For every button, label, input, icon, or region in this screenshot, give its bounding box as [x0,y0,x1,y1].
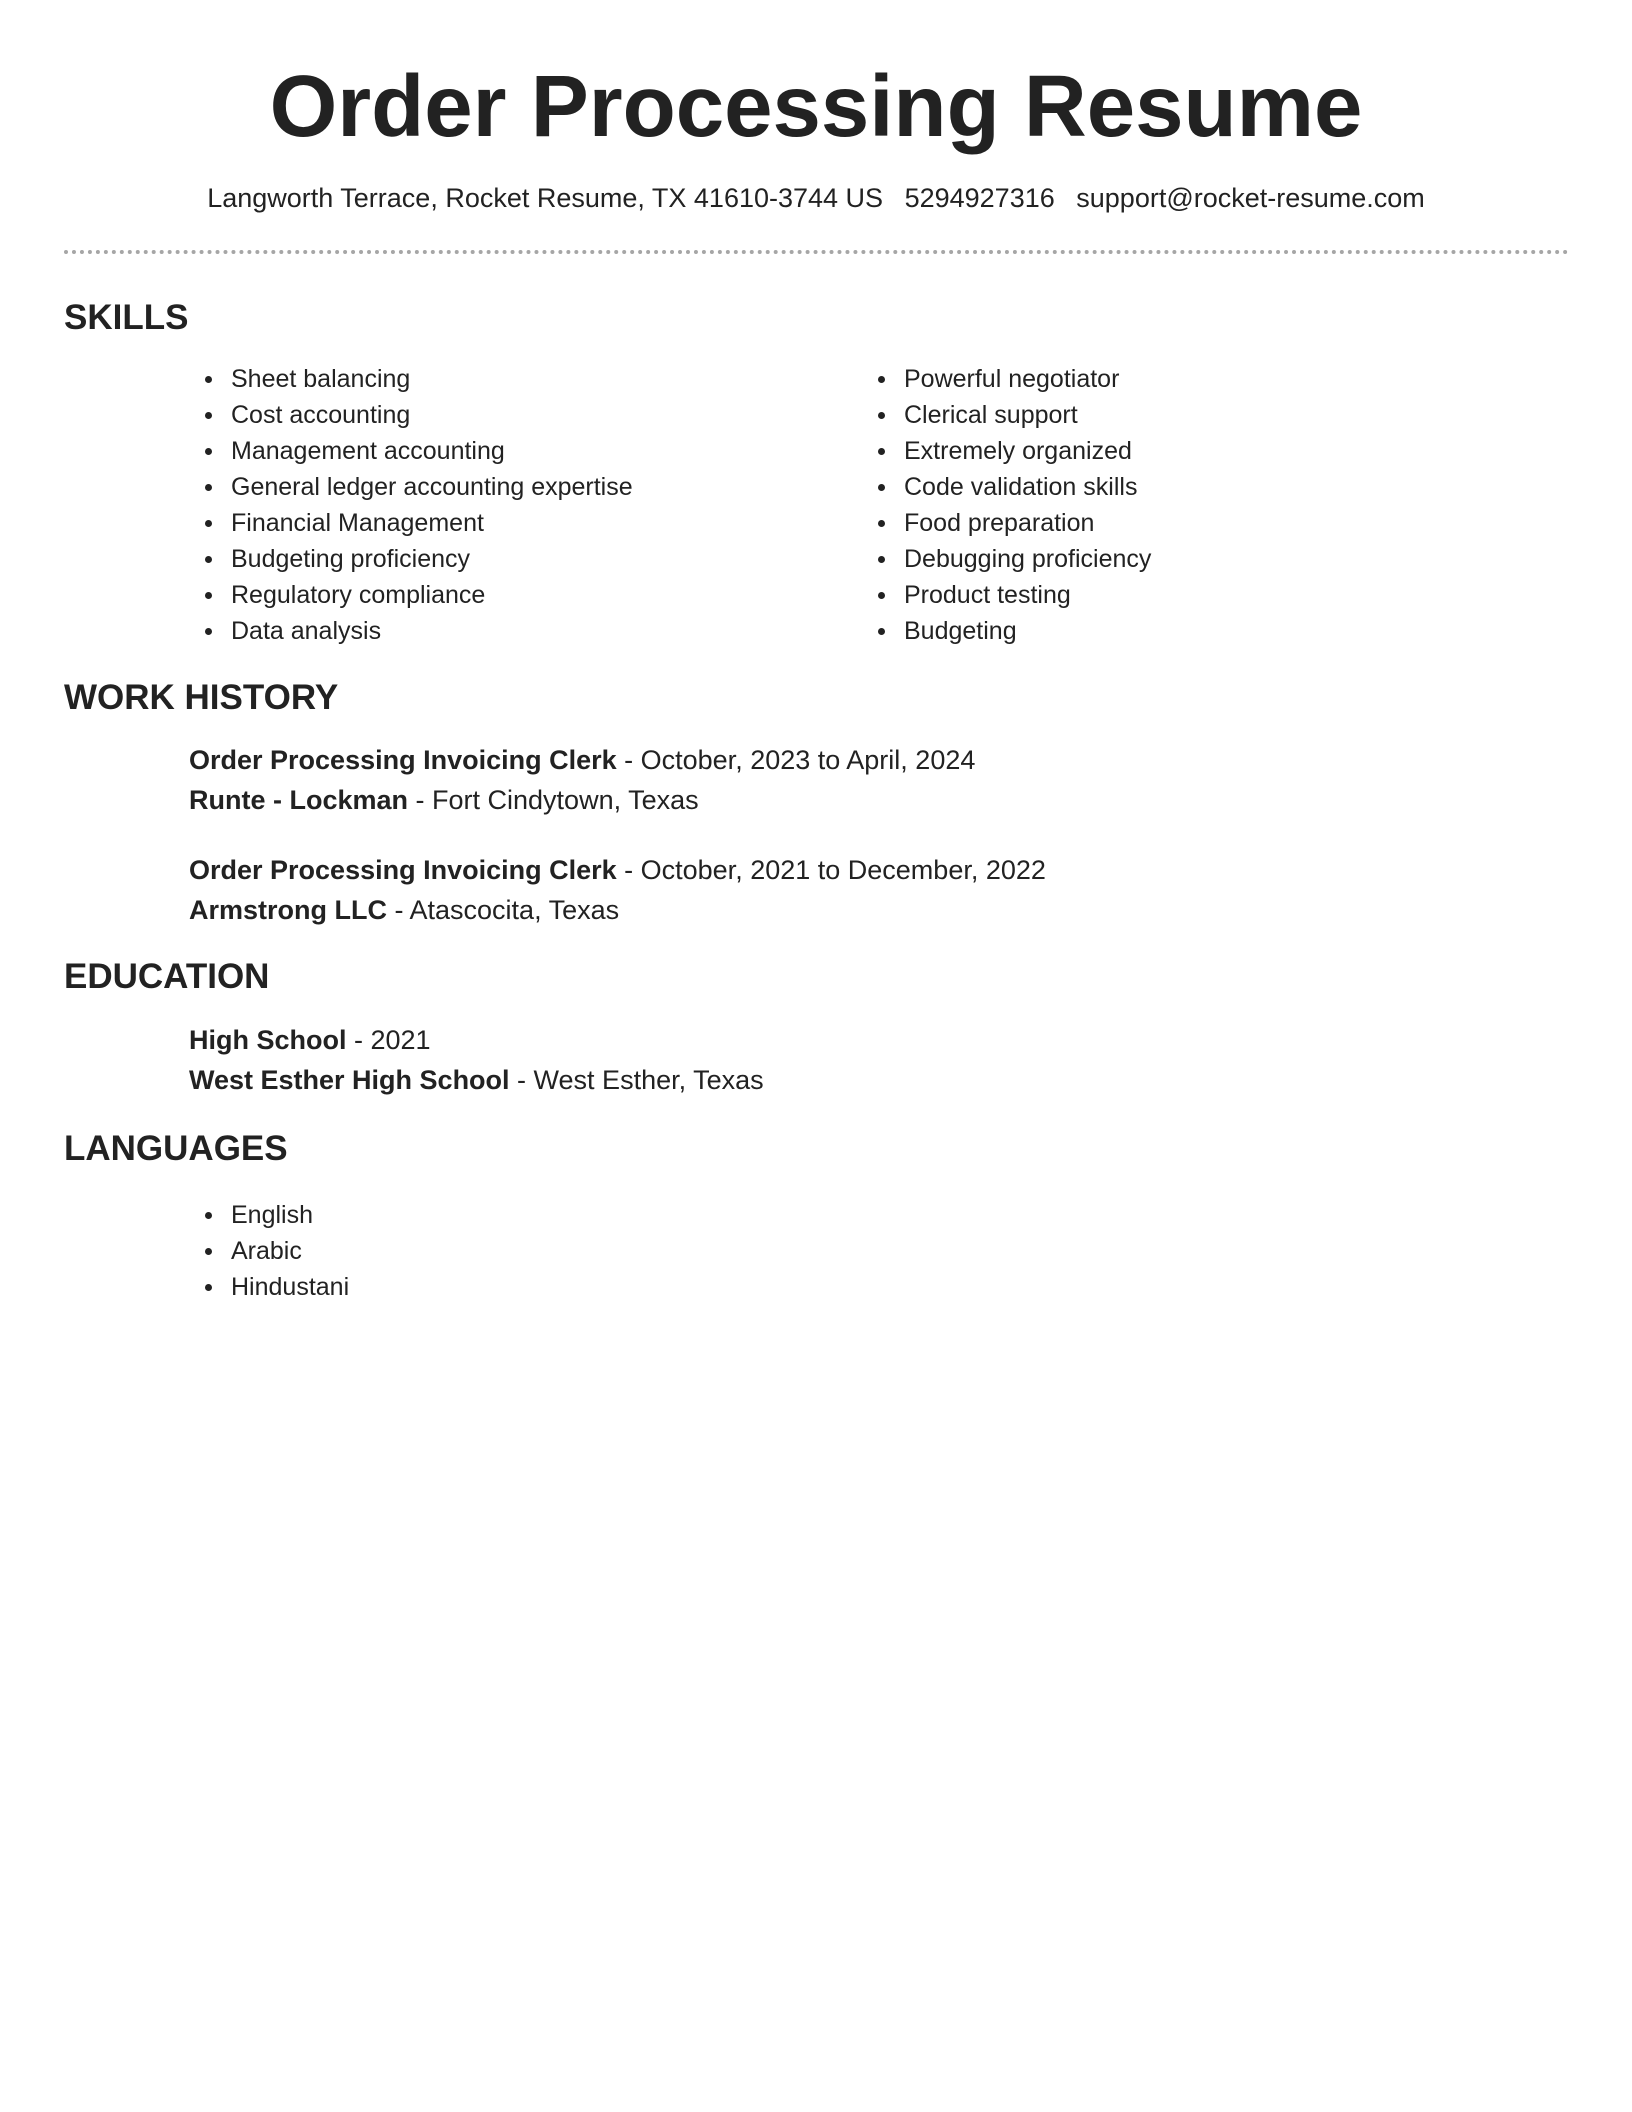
job-dates: - October, 2023 to April, 2024 [616,745,976,775]
job-title-line [189,850,1046,890]
skill-item: Sheet balancing [202,361,633,397]
job-title: Order Processing Invoicing Clerk [189,745,617,775]
skills-list-left [202,361,633,649]
skill-item: Product testing [875,577,1151,613]
language-item: English [202,1197,349,1233]
job-location: - Atascocita, Texas [387,895,620,925]
skill-item: Financial Management [202,505,633,541]
job-company: Armstrong LLC [189,895,387,925]
education-degree: High School [189,1025,347,1055]
skill-item: Cost accounting [202,397,633,433]
skill-item: Budgeting proficiency [202,541,633,577]
header-divider [64,250,1569,254]
job-entry [189,740,975,820]
education-school-line [189,1060,764,1100]
resume-title: Order Processing Resume [269,58,1363,155]
education-school: West Esther High School [189,1065,510,1095]
education-entry [189,1020,764,1100]
skill-item: Food preparation [875,505,1151,541]
job-location: - Fort Cindytown, Texas [408,785,699,815]
work-history-heading: WORK HISTORY [64,678,339,717]
languages-heading: LANGUAGES [64,1129,288,1168]
skill-item: Regulatory compliance [202,577,633,613]
job-dates: - October, 2021 to December, 2022 [616,855,1046,885]
language-item: Arabic [202,1233,349,1269]
job-title: Order Processing Invoicing Clerk [189,855,617,885]
skill-item: Budgeting [875,613,1151,649]
job-company-line [189,890,1046,930]
job-company: Runte - Lockman [189,785,409,815]
skill-item: Code validation skills [875,469,1151,505]
skill-item: General ledger accounting expertise [202,469,633,505]
language-item: Hindustani [202,1269,349,1305]
skill-item: Management accounting [202,433,633,469]
education-degree-line [189,1020,764,1060]
contact-address: Langworth Terrace, Rocket Resume, TX 41610-3744 US [207,183,884,213]
skills-list-right [875,361,1151,649]
skill-item: Debugging proficiency [875,541,1151,577]
education-heading: EDUCATION [64,957,270,996]
education-location: - West Esther, Texas [509,1065,764,1095]
contact-line [0,178,1632,218]
contact-email: support@rocket-resume.com [1076,183,1425,213]
skill-item: Powerful negotiator [875,361,1151,397]
education-year: - 2021 [346,1025,431,1055]
skills-heading: SKILLS [64,298,189,337]
skill-item: Clerical support [875,397,1151,433]
contact-phone: 5294927316 [904,183,1055,213]
skill-item: Extremely organized [875,433,1151,469]
job-entry [189,850,1046,930]
languages-list [202,1197,349,1305]
skill-item: Data analysis [202,613,633,649]
job-company-line [189,780,975,820]
job-title-line [189,740,975,780]
